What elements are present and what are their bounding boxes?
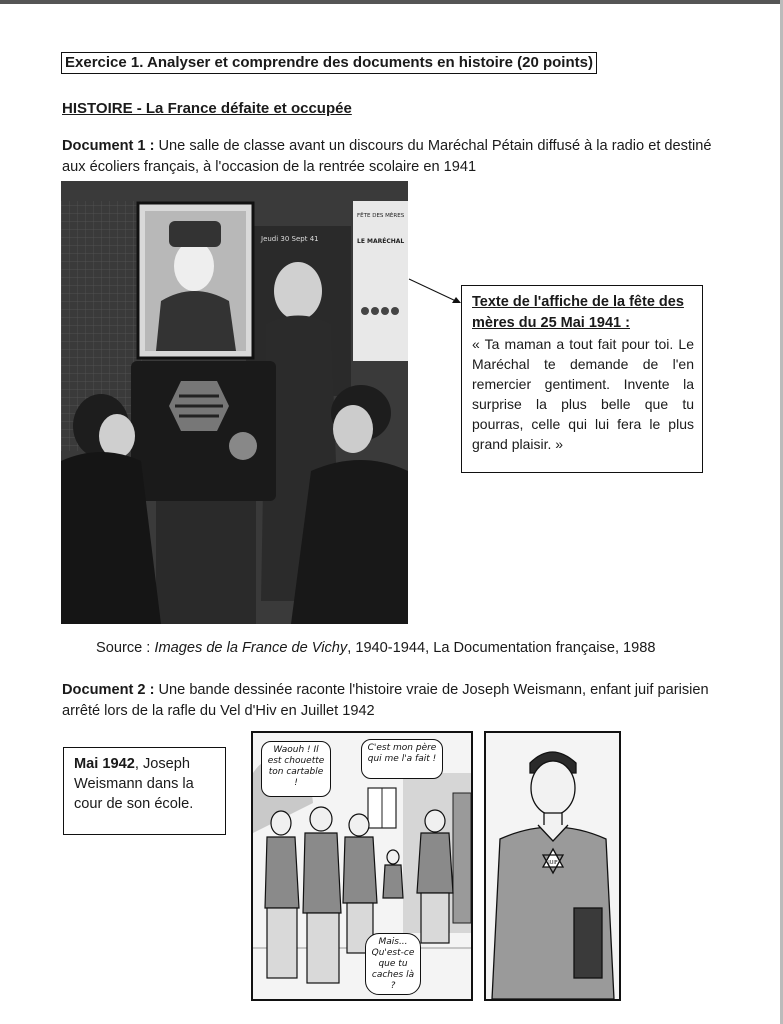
exercise-title: Exercice 1. Analyser et comprendre des documents en histoire (20 points) xyxy=(61,52,597,74)
comic-panel-schoolyard xyxy=(251,731,473,1001)
speech-bubble-pere: C'est mon père qui me l'a fait ! xyxy=(361,739,443,779)
document-2-intro xyxy=(62,680,727,722)
poster-text-title: Texte de l'affiche de la fête des mères du 25 Mai 1941 : xyxy=(472,294,684,331)
document-1-description: Une salle de classe avant un discours du Maréchal Pétain diffusé à la radio et destiné aux écoliers français, à l'occasion de la rentrée scolaire en 1941 xyxy=(62,138,712,175)
page-top-border xyxy=(0,0,783,4)
document-2-description: Une bande dessinée raconte l'histoire vraie de Joseph Weismann, enfant juif parisien arrêté lors de la rafle du Vel d'Hiv en Juillet 1942 xyxy=(62,682,709,719)
comic-caption-box xyxy=(63,747,226,835)
document-1-label: Document 1 : xyxy=(62,138,155,154)
document-1-source xyxy=(96,640,656,656)
source-prefix: Source : xyxy=(96,640,155,656)
source-details: , 1940-1944, La Documentation française, 1988 xyxy=(347,640,656,656)
speech-bubble-cartable: Waouh ! Il est chouette ton cartable ! xyxy=(261,741,331,797)
svg-text:Jeudi 30 Sept 41: Jeudi 30 Sept 41 xyxy=(261,235,319,243)
comic-panel-joseph-portrait xyxy=(484,731,621,1001)
poster-top-text: FÊTE DES MÈRES xyxy=(357,213,405,219)
document-1-intro xyxy=(62,136,722,178)
poster-heading-text: LE MARÉCHAL xyxy=(357,238,405,245)
comic-caption-text: , Joseph Weismann dans la cour de son école. xyxy=(74,756,194,812)
source-title: Images de la France de Vichy xyxy=(154,640,348,656)
poster-text-quote: « Ta maman a tout fait pour toi. Le Maréchal te demande de l'en remercier gentiment. Invente la surprise la plus belle que tu pourras, celle qui lui fera le plus grand plaisir. » xyxy=(472,336,694,452)
document-2-label: Document 2 : xyxy=(62,682,155,698)
section-title: HISTOIRE - La France défaite et occupée xyxy=(62,100,352,117)
speech-bubble-question: Mais... Qu'est-ce que tu caches là ? xyxy=(365,933,421,995)
comic-caption-date: Mai 1942 xyxy=(74,756,135,772)
star-label: JUIF xyxy=(548,860,558,866)
classroom-photo xyxy=(61,181,408,624)
poster-text-box xyxy=(461,285,703,473)
